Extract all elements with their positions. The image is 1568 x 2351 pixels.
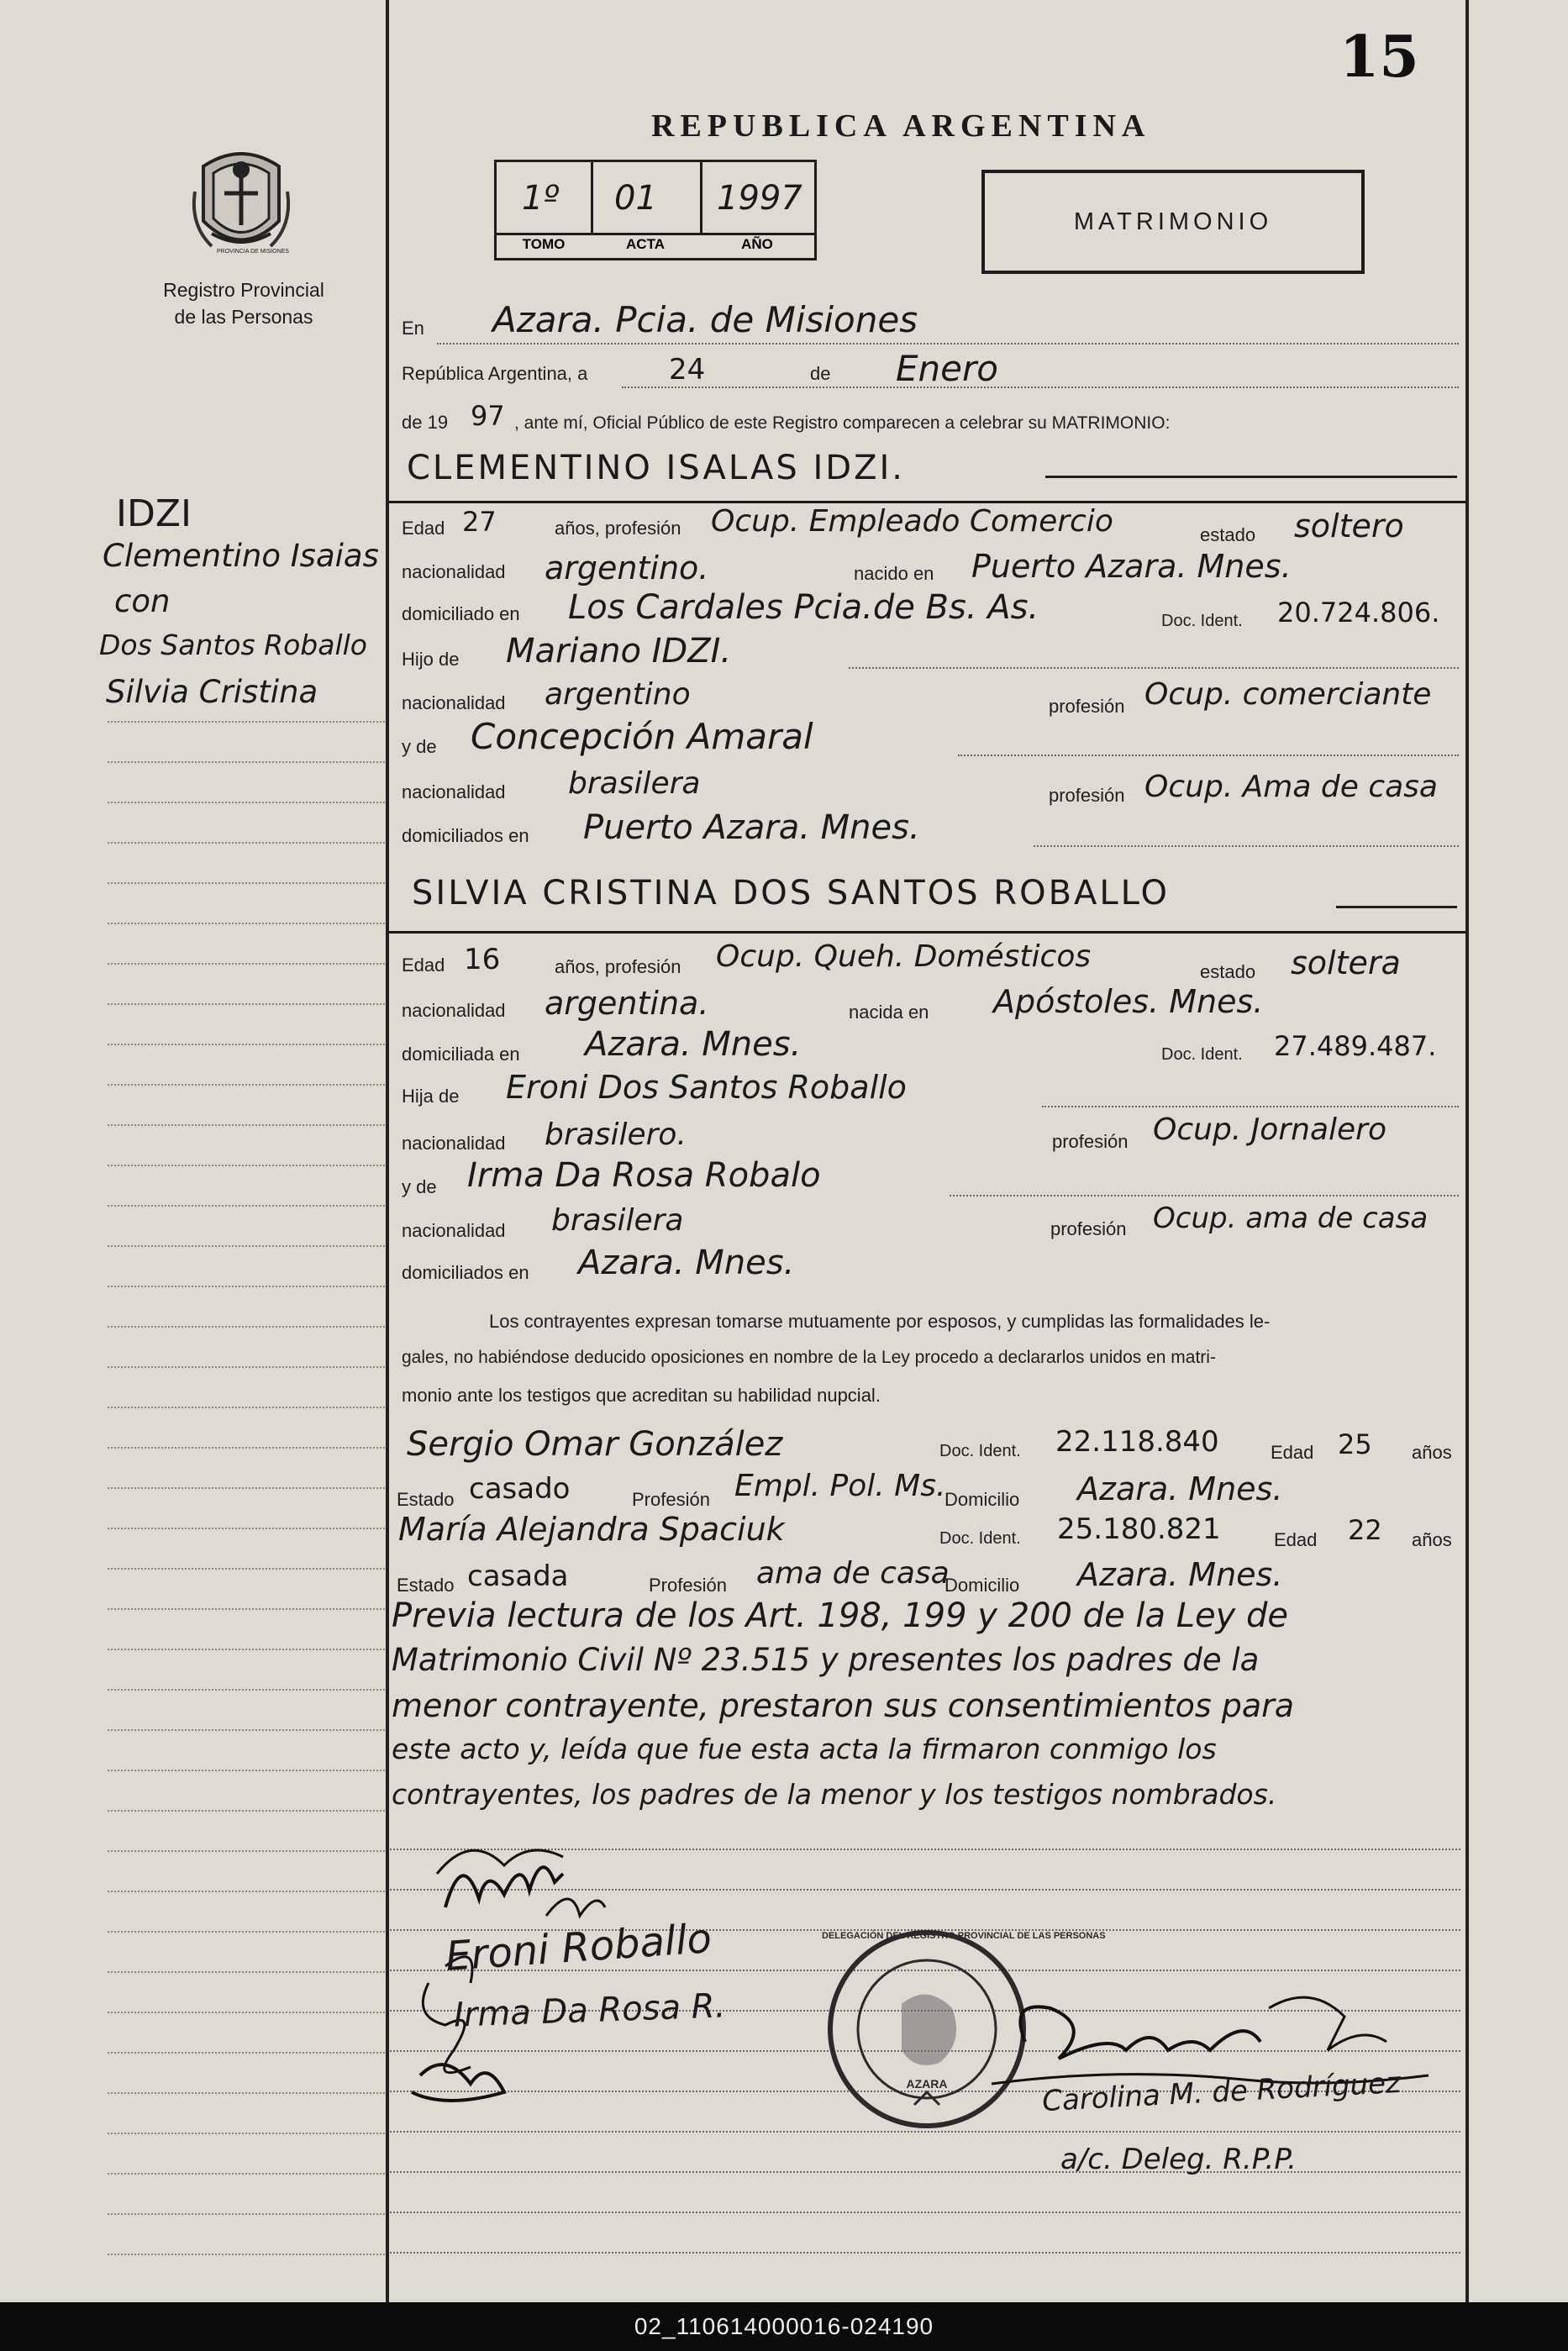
witness-1-domicilio: Azara. Mnes. bbox=[1077, 1470, 1283, 1507]
notes-line-4: este acto y, leída que fue esta acta la firmaron conmigo los bbox=[392, 1733, 1217, 1765]
bride-estado-label: estado bbox=[1200, 961, 1256, 982]
witness-1-anos-label: años bbox=[1412, 1442, 1452, 1463]
bride-mother-prof-label: profesión bbox=[1050, 1218, 1127, 1239]
groom-father-nac-label: nacionalidad bbox=[402, 692, 506, 713]
bride-father-prof-label: profesión bbox=[1052, 1131, 1129, 1152]
bride-estado: soltera bbox=[1291, 944, 1401, 981]
bride-yde-label: y de bbox=[402, 1176, 437, 1197]
signature-roballo: Eroni Roballo bbox=[444, 1915, 713, 1980]
groom-estado: soltero bbox=[1294, 508, 1404, 544]
bride-parents-dom-label: domiciliados en bbox=[402, 1262, 529, 1283]
witness-2-doc-label: Doc. Ident. bbox=[939, 1529, 1021, 1548]
bride-edad: 16 bbox=[464, 943, 501, 976]
ano-value: 1997 bbox=[717, 179, 802, 218]
groom-yde-label: y de bbox=[402, 736, 437, 757]
bride-father-profesion: Ocup. Jornalero bbox=[1153, 1112, 1386, 1147]
acta-value: 01 bbox=[614, 179, 657, 218]
groom-nacido-label: nacido en bbox=[854, 563, 934, 584]
seal-text: PROVINCIA DE MISIONES bbox=[217, 249, 289, 255]
document-type: MATRIMONIO bbox=[1073, 208, 1273, 235]
groom-father-profesion: Ocup. comerciante bbox=[1144, 677, 1432, 712]
right-margin-line bbox=[1465, 0, 1469, 2302]
groom-mother-nacionalidad: brasilera bbox=[568, 766, 701, 801]
witness-2-domicilio: Azara. Mnes. bbox=[1077, 1556, 1283, 1593]
declaration-line-3: monio ante los testigos que acreditan su habilidad nupcial. bbox=[402, 1385, 881, 1406]
tomo-label: TOMO bbox=[522, 236, 566, 252]
stamp-place: AZARA bbox=[906, 2077, 948, 2091]
notes-line-5: contrayentes, los padres de la menor y los testigos nombrados. bbox=[392, 1778, 1277, 1811]
margin-note-surname: IDZI bbox=[116, 492, 192, 535]
groom-hijo-label: Hijo de bbox=[402, 649, 460, 670]
bride-dom-label: domiciliada en bbox=[402, 1044, 520, 1065]
witness-2-name: María Alejandra Spaciuk bbox=[398, 1511, 785, 1548]
de-label: de bbox=[810, 363, 831, 384]
witness-1-domicilio-label: Domicilio bbox=[944, 1489, 1020, 1510]
margin-note-bride-surname: Dos Santos Roballo bbox=[99, 629, 367, 661]
witness-2-doc: 25.180.821 bbox=[1057, 1512, 1221, 1546]
groom-parents-dom-label: domiciliados en bbox=[402, 825, 529, 846]
bride-nacida-en: Apóstoles. Mnes. bbox=[993, 983, 1264, 1020]
witness-1-estado: casado bbox=[469, 1472, 571, 1506]
witness-2-profesion-label: Profesión bbox=[649, 1575, 727, 1596]
margin-note-firstnames: Clementino Isaias bbox=[103, 538, 379, 574]
registry-line-2: de las Personas bbox=[174, 306, 313, 328]
margin-note-bride-names: Silvia Cristina bbox=[106, 674, 318, 710]
tomo-value: 1º bbox=[522, 179, 560, 218]
place: Azara. Pcia. de Misiones bbox=[492, 299, 918, 340]
witness-1-profesion-label: Profesión bbox=[632, 1489, 710, 1510]
witness-2-edad: 22 bbox=[1348, 1514, 1382, 1546]
groom-father-prof-label: profesión bbox=[1049, 696, 1125, 717]
groom-estado-label: estado bbox=[1200, 524, 1256, 545]
bride-nacionalidad: argentina. bbox=[545, 985, 709, 1022]
tomo-acta-ano-box bbox=[494, 160, 817, 260]
bride-domiciliada-en: Azara. Mnes. bbox=[585, 1025, 802, 1064]
bride-mother: Irma Da Rosa Robalo bbox=[467, 1156, 821, 1195]
groom-domiciliado-en: Los Cardales Pcia.de Bs. As. bbox=[568, 588, 1039, 627]
groom-edad-label: Edad bbox=[402, 518, 445, 539]
republica-label: República Argentina, a bbox=[402, 363, 588, 384]
registry-line-1: Registro Provincial bbox=[163, 279, 324, 301]
groom-dom-label: domiciliado en bbox=[402, 603, 520, 624]
groom-parents-domicilio: Puerto Azara. Mnes. bbox=[583, 808, 920, 847]
groom-father-nacionalidad: argentino bbox=[545, 677, 691, 712]
signature-rosa: Irma Da Rosa R. bbox=[453, 1986, 727, 2035]
acta-label: ACTA bbox=[626, 236, 665, 252]
bride-mother-nac-label: nacionalidad bbox=[402, 1220, 506, 1241]
bride-parents-domicilio: Azara. Mnes. bbox=[578, 1244, 795, 1282]
declaration-line-2: gales, no habiéndose deducido oposiciones en nombre de la Ley procedo a declararlos unidos en matri- bbox=[402, 1348, 1216, 1367]
groom-mother-prof-label: profesión bbox=[1049, 785, 1125, 806]
witness-1-doc: 22.118.840 bbox=[1055, 1425, 1219, 1459]
bride-father-nacionalidad: brasilero. bbox=[545, 1118, 687, 1152]
bride-nacida-label: nacida en bbox=[849, 1002, 929, 1023]
witness-2-estado: casada bbox=[467, 1559, 569, 1593]
groom-nacionalidad: argentino. bbox=[545, 550, 709, 586]
image-code-footer: 02_110614000016-024190 bbox=[0, 2302, 1568, 2351]
declaration-line-1: Los contrayentes expresan tomarse mutuamente por esposos, y cumplidas las formalidades le- bbox=[489, 1311, 1271, 1332]
groom-full-name: CLEMENTINO ISALAS IDZI. bbox=[407, 449, 906, 487]
witness-2-anos-label: años bbox=[1412, 1529, 1452, 1550]
groom-mother: Concepción Amaral bbox=[471, 716, 813, 757]
bride-father: Eroni Dos Santos Roballo bbox=[506, 1069, 907, 1106]
bride-hija-label: Hija de bbox=[402, 1086, 460, 1107]
groom-nac-label: nacionalidad bbox=[402, 561, 506, 582]
stamp-text: DELEGACIÓN DEL REGISTRO PROVINCIAL DE LAS PERSONAS bbox=[822, 1931, 1106, 1941]
country-heading: REPUBLICA ARGENTINA bbox=[651, 108, 1151, 144]
en-label: En bbox=[402, 318, 424, 339]
witness-1-name: Sergio Omar González bbox=[407, 1425, 783, 1464]
groom-profesion: Ocup. Empleado Comercio bbox=[711, 504, 1113, 539]
bride-full-name: SILVIA CRISTINA DOS SANTOS ROBALLO bbox=[412, 874, 1170, 913]
witness-1-edad: 25 bbox=[1338, 1428, 1372, 1460]
groom-doc-ident: 20.724.806. bbox=[1277, 597, 1440, 629]
notes-line-3: menor contrayente, prestaron sus consentimientos para bbox=[392, 1687, 1295, 1724]
groom-mother-nac-label: nacionalidad bbox=[402, 781, 506, 802]
witness-2-estado-label: Estado bbox=[397, 1575, 455, 1596]
day: 24 bbox=[669, 353, 706, 387]
groom-anos-label: años, profesión bbox=[555, 518, 681, 539]
ano-label: AÑO bbox=[741, 236, 773, 252]
notes-line-1: Previa lectura de los Art. 198, 199 y 200 de la Ley de bbox=[392, 1596, 1289, 1635]
witness-1-profesion: Empl. Pol. Ms. bbox=[734, 1469, 946, 1503]
bride-nac-label: nacionalidad bbox=[402, 1000, 506, 1021]
bride-profesion: Ocup. Queh. Domésticos bbox=[716, 939, 1092, 974]
witness-2-domicilio-label: Domicilio bbox=[944, 1575, 1020, 1596]
left-margin-line bbox=[386, 0, 389, 2302]
year-prefix: de 19 bbox=[402, 412, 449, 433]
document-type-box bbox=[981, 170, 1365, 274]
year-suffix: 97 bbox=[471, 400, 505, 432]
witness-2-profesion: ama de casa bbox=[756, 1556, 950, 1591]
bride-doc-ident: 27.489.487. bbox=[1274, 1030, 1437, 1062]
witness-1-estado-label: Estado bbox=[397, 1489, 455, 1510]
witness-1-edad-label: Edad bbox=[1271, 1442, 1314, 1463]
bride-edad-label: Edad bbox=[402, 955, 445, 976]
month: Enero bbox=[896, 348, 998, 389]
bride-mother-nacionalidad: brasilera bbox=[551, 1203, 684, 1238]
misiones-coat-of-arms bbox=[187, 141, 296, 267]
witness-2-edad-label: Edad bbox=[1274, 1529, 1318, 1550]
groom-doc-label: Doc. Ident. bbox=[1161, 612, 1243, 630]
groom-edad: 27 bbox=[462, 506, 497, 538]
margin-note-con: con bbox=[114, 583, 171, 619]
comparecen-text: , ante mí, Oficial Público de este Registro comparecen a celebrar su MATRIMONIO: bbox=[514, 413, 1171, 433]
bride-mother-profesion: Ocup. ama de casa bbox=[1153, 1202, 1429, 1235]
witness-1-doc-label: Doc. Ident. bbox=[939, 1442, 1021, 1460]
notes-line-2: Matrimonio Civil Nº 23.515 y presentes los padres de la bbox=[392, 1642, 1260, 1678]
groom-mother-profesion: Ocup. Ama de casa bbox=[1144, 770, 1438, 804]
bride-father-nac-label: nacionalidad bbox=[402, 1133, 506, 1154]
groom-nacido-en: Puerto Azara. Mnes. bbox=[971, 548, 1292, 585]
official-name: Carolina M. de Rodríguez bbox=[1041, 2065, 1402, 2119]
groom-father: Mariano IDZI. bbox=[506, 632, 732, 671]
page-number: 15 bbox=[1339, 24, 1419, 91]
bride-doc-label: Doc. Ident. bbox=[1161, 1045, 1243, 1064]
official-title: a/c. Deleg. R.P.P. bbox=[1060, 2143, 1297, 2176]
bride-anos-label: años, profesión bbox=[555, 956, 681, 977]
